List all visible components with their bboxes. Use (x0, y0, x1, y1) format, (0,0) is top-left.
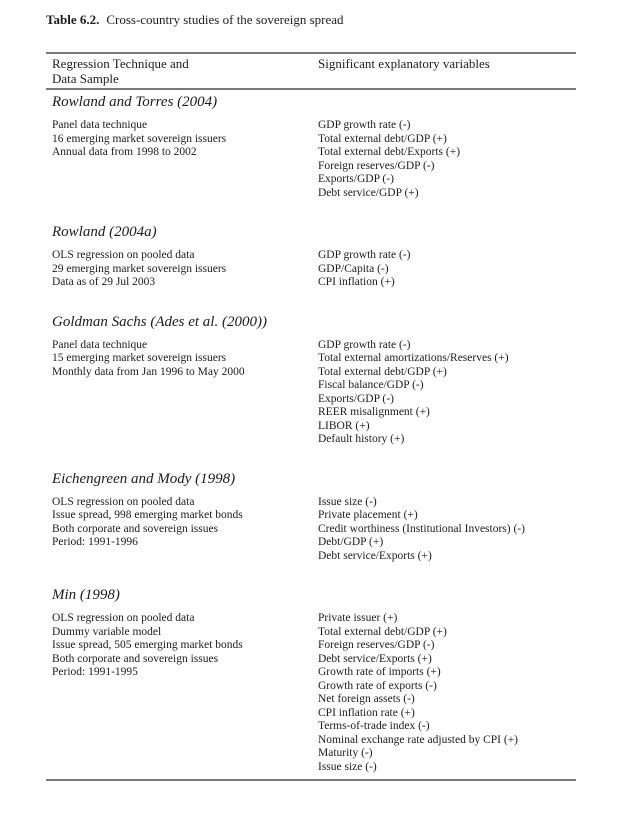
sample-line: OLS regression on pooled data (52, 495, 195, 508)
sample-line: Period: 1991-1996 (52, 536, 138, 548)
table-number: Table 6.2. (46, 12, 100, 27)
sample-line: Dummy variable model (52, 625, 162, 638)
variable-line: CPI inflation (+) (318, 276, 395, 288)
sample-line: Period: 1991-1995 (52, 666, 138, 678)
study-row (46, 612, 576, 774)
studies-table (46, 52, 576, 781)
sample-line: Both corporate and sovereign issues (52, 652, 219, 665)
variable-line: Debt service/Exports (+) (318, 549, 432, 562)
sample-line: 29 emerging market sovereign issuers (52, 262, 227, 275)
sample-line: Issue spread, 998 emerging market bonds (52, 509, 243, 521)
variable-line: Fiscal balance/GDP (-) (318, 379, 424, 391)
variable-line: Private issuer (+) (318, 612, 398, 624)
study-row (46, 119, 576, 200)
variable-line: Foreign reserves/GDP (-) (318, 639, 435, 651)
variable-line: Total external debt/GDP (+) (318, 132, 447, 145)
variable-line: Debt service/GDP (+) (318, 186, 419, 199)
study-section (46, 223, 576, 290)
variable-line: LIBOR (+) (318, 419, 370, 432)
variables-list (318, 249, 576, 290)
variables-list (318, 612, 576, 774)
variable-line: Issue size (-) (318, 495, 377, 508)
sample-line: OLS regression on pooled data (52, 249, 195, 261)
sample-list (46, 339, 318, 447)
variable-line: Net foreign assets (-) (318, 693, 415, 705)
study-heading: Eichengreen and Mody (1998) (52, 470, 236, 487)
sample-line: Data as of 29 Jul 2003 (52, 276, 156, 288)
variable-line: Credit worthiness (Institutional Investors) (-) (318, 522, 525, 535)
variable-line: Maturity (-) (318, 747, 373, 759)
variable-line: Debt service/Exports (+) (318, 652, 432, 665)
header-separator-rule (46, 88, 576, 90)
table-body (46, 93, 576, 774)
variable-line: GDP/Capita (-) (318, 262, 389, 275)
variable-line: Issue size (-) (318, 760, 377, 773)
sample-line: Annual data from 1998 to 2002 (52, 146, 197, 158)
sample-line: Panel data technique (52, 338, 148, 351)
variable-line: Growth rate of imports (+) (318, 666, 441, 678)
table-header-row (46, 54, 576, 88)
variable-line: Private placement (+) (318, 509, 418, 521)
sample-list (46, 249, 318, 290)
variable-line: Default history (+) (318, 433, 405, 445)
variables-list (318, 496, 576, 564)
column-header-left (46, 56, 318, 86)
variable-line: Total external amortizations/Reserves (+) (318, 352, 509, 364)
variable-line: Exports/GDP (-) (318, 173, 394, 185)
variable-line: CPI inflation rate (+) (318, 706, 415, 719)
sample-line: Panel data technique (52, 119, 148, 131)
variable-line: REER misalignment (+) (318, 406, 430, 418)
sample-list (46, 496, 318, 564)
study-heading: Rowland (2004a) (52, 224, 157, 240)
variable-line: Debt/GDP (+) (318, 536, 384, 548)
column-header-right: Significant explanatory variables (318, 56, 490, 71)
study-heading: Rowland and Torres (2004) (52, 94, 218, 110)
study-section (46, 586, 576, 774)
sample-line: Issue spread, 505 emerging market bonds (52, 639, 243, 651)
variable-line: GDP growth rate (-) (318, 249, 411, 261)
table-bottom-rule (46, 779, 576, 781)
column-header-left-line2: Data Sample (52, 71, 119, 86)
sample-list (46, 119, 318, 200)
table-caption: Cross-country studies of the sovereign spread (106, 12, 344, 27)
sample-line: Both corporate and sovereign issues (52, 522, 219, 535)
study-row (46, 496, 576, 564)
study-row (46, 249, 576, 290)
variable-line: Terms-of-trade index (-) (318, 720, 430, 732)
study-section (46, 470, 576, 564)
study-section (46, 93, 576, 200)
sample-line: Monthly data from Jan 1996 to May 2000 (52, 365, 245, 378)
variable-line: Total external debt/GDP (+) (318, 625, 447, 638)
variable-line: Total external debt/Exports (+) (318, 146, 461, 158)
variable-line: Total external debt/GDP (+) (318, 365, 447, 378)
variable-line: Nominal exchange rate adjusted by CPI (+) (318, 733, 519, 746)
variables-list (318, 119, 576, 200)
sample-line: OLS regression on pooled data (52, 612, 195, 624)
sample-line: 15 emerging market sovereign issuers (52, 352, 227, 364)
table-title (46, 12, 576, 28)
variables-list (318, 339, 576, 447)
variable-line: Exports/GDP (-) (318, 392, 394, 405)
sample-line: 16 emerging market sovereign issuers (52, 132, 227, 145)
sample-list (46, 612, 318, 774)
variable-line: GDP growth rate (-) (318, 338, 411, 351)
study-heading: Min (1998) (52, 587, 120, 603)
column-header-left-line1: Regression Technique and (52, 56, 189, 71)
study-heading: Goldman Sachs (Ades et al. (2000)) (52, 313, 267, 330)
variable-line: GDP growth rate (-) (318, 119, 411, 131)
study-row (46, 339, 576, 447)
variable-line: Growth rate of exports (-) (318, 679, 437, 692)
study-section (46, 313, 576, 447)
variable-line: Foreign reserves/GDP (-) (318, 159, 435, 172)
